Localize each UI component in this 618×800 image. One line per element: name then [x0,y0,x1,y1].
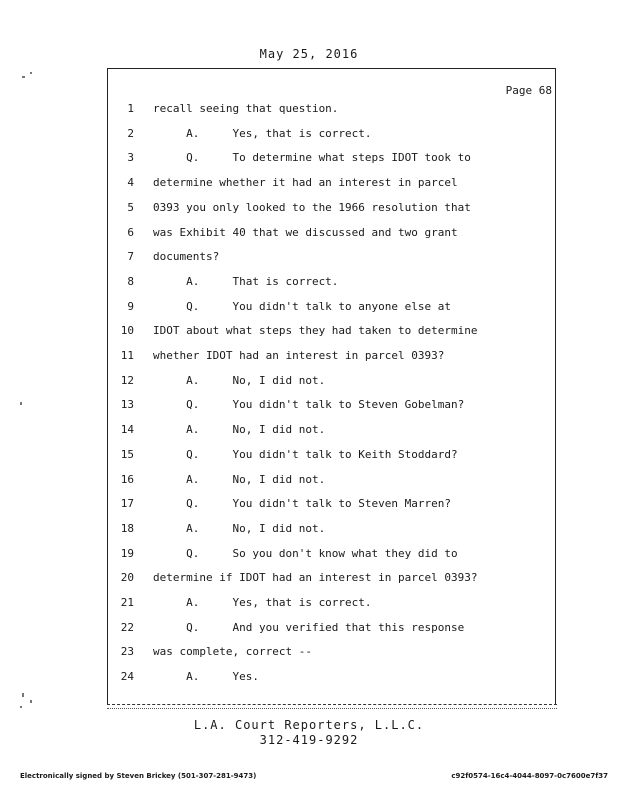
transcript-line [0,226,618,246]
frame-bottom-border [107,704,557,705]
line-text: A. Yes, that is correct. [153,596,372,609]
line-text: Q. And you verified that this response [153,620,465,634]
transcript-line [0,670,618,690]
court-reporter-phone: 312-419-9292 [259,733,359,747]
transcript-line [0,275,618,295]
line-text: whether IDOT had an interest in parcel 0393? [153,349,445,362]
line-number: 20 [120,571,134,585]
transcript-line [0,621,618,641]
line-number: 6 [127,225,134,239]
line-text: A. Yes, that is correct. [153,126,372,140]
line-number: 10 [120,324,134,338]
transcript-line [0,102,618,122]
electronic-signature: Electronically signed by Steven Brickey (501-307-281-9473) [20,772,257,780]
scan-speck [22,693,24,697]
line-text: Q. So you don't know what they did to [153,546,458,560]
transcript-line [0,151,618,171]
line-number: 13 [120,398,134,412]
transcript-line [0,448,618,468]
page-number: Page 68 [505,84,552,97]
document-hash: c92f0574-16c4-4044-8097-0c7600e7f37 [451,772,608,780]
line-number: 22 [120,620,134,634]
line-text: Q. You didn't talk to Steven Marren? [153,497,452,511]
transcript-line [0,547,618,567]
transcript-line [0,374,618,394]
scan-speck [20,706,22,708]
transcript-line [0,201,618,221]
line-number: 19 [120,546,134,560]
line-number: 5 [127,200,134,214]
scan-speck [30,700,32,703]
line-text: A. Yes. [153,670,259,684]
line-text: Q. You didn't talk to anyone else at [153,299,452,313]
scan-speck [20,402,22,405]
line-number: 4 [127,176,134,190]
line-text: determine whether it had an interest in parcel [153,176,458,190]
transcript-line [0,522,618,542]
line-number: 7 [127,250,134,264]
transcript-line [0,250,618,270]
line-number: 8 [127,274,134,288]
transcript-line [0,645,618,665]
transcript-line [0,127,618,147]
line-number: 21 [120,596,134,609]
line-number: 11 [120,349,134,362]
line-text: A. No, I did not. [153,423,326,437]
transcript-line [0,349,618,369]
line-text: IDOT about what steps they had taken to determine [153,324,478,338]
line-text: documents? [153,250,220,264]
line-text: was complete, correct -- [153,645,312,659]
line-number: 14 [120,423,134,437]
transcript-line [0,324,618,344]
court-reporter-firm: L.A. Court Reporters, L.L.C. [193,718,425,732]
line-text: A. No, I did not. [153,472,326,486]
scan-speck [22,76,25,78]
line-text: A. That is correct. [153,274,339,288]
line-number: 16 [120,472,134,486]
transcript-line [0,423,618,443]
line-text: determine if IDOT had an interest in parcel 0393? [153,571,478,585]
transcript-line [0,300,618,320]
line-text: Q. You didn't talk to Keith Stoddard? [153,447,458,461]
transcript-line [0,473,618,493]
transcript-line [0,571,618,591]
line-text: A. No, I did not. [153,521,326,535]
line-number: 23 [120,645,134,659]
line-text: Q. To determine what steps IDOT took to [153,151,471,165]
deposition-date: May 25, 2016 [259,47,359,61]
line-number: 15 [120,447,134,461]
line-text: 0393 you only looked to the 1966 resolution that [153,200,471,214]
transcript-line [0,398,618,418]
line-number: 17 [120,497,134,511]
line-text: recall seeing that question. [153,102,339,115]
line-number: 18 [120,521,134,535]
line-text: was Exhibit 40 that we discussed and two grant [153,225,458,239]
line-text: A. No, I did not. [153,373,326,387]
line-text: Q. You didn't talk to Steven Gobelman? [153,398,465,412]
transcript-line [0,596,618,616]
scan-speck [30,72,32,74]
line-number: 9 [127,299,134,313]
line-number: 12 [120,373,134,387]
line-number: 2 [127,126,134,140]
line-number: 1 [127,102,134,115]
frame-bottom-border-dotted [107,708,557,709]
transcript-line [0,176,618,196]
line-number: 3 [127,151,134,165]
line-number: 24 [120,670,134,684]
transcript-line [0,497,618,517]
